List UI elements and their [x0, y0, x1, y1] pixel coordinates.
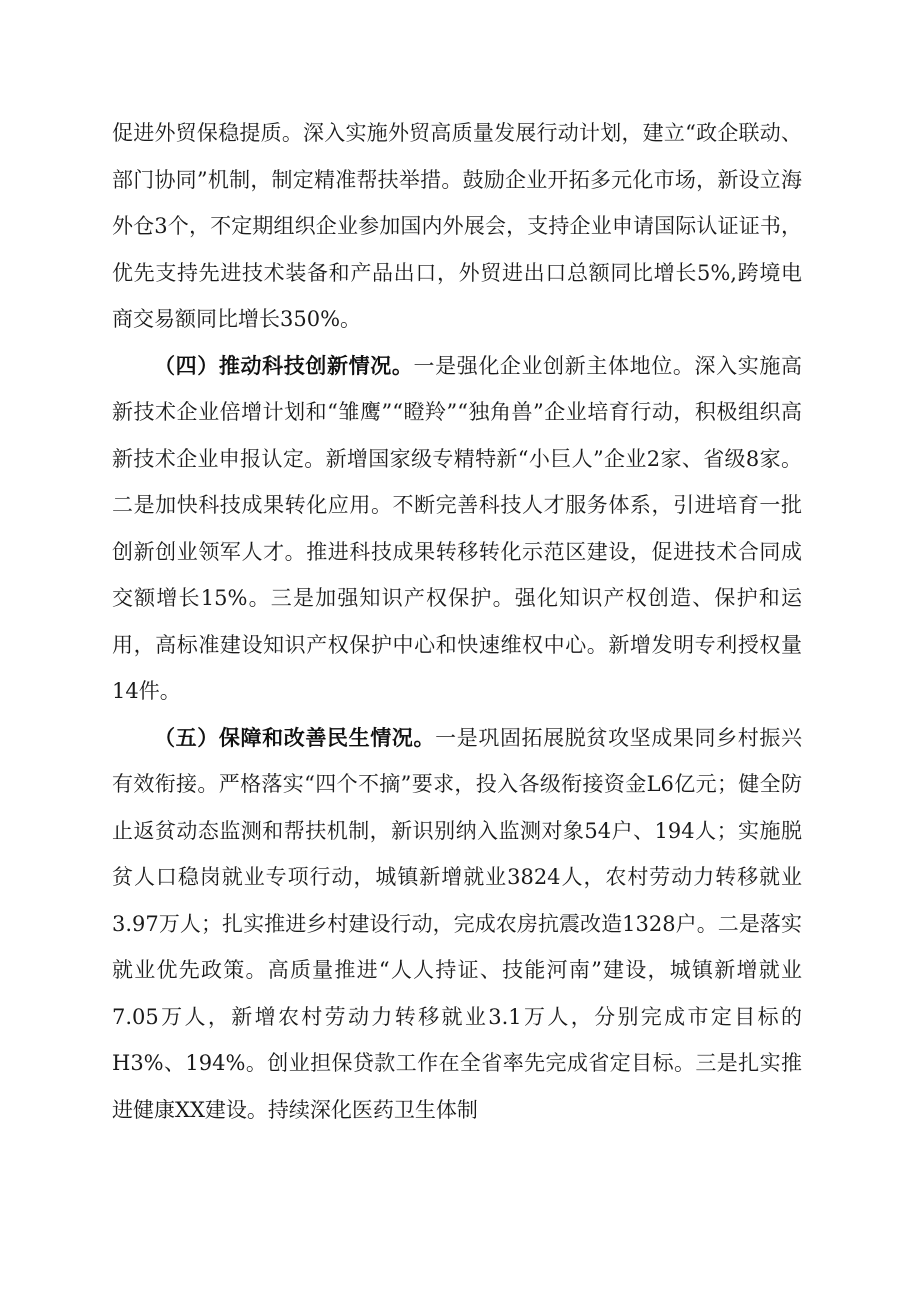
paragraph-text: 一是强化企业创新主体地位。深入实施高新技术企业倍增计划和“雏鹰”“瞪羚”“独角兽”企业培育行动，积极组织高新技术企业申报认定。新增国家级专精特新“小巨人”企业2家、省级8家。二是加快科技成果转化应用。不断完善科技人才服务体系，引进培育一批创新创业领军人才。推进科技成果转移转化示范区建设，促进技术合同成交额增长15%。三是加强知识产权保护。强化知识产权创造、保护和运用，高标准建设知识产权保护中心和快速维权中心。新增发明专利授权量14件。	[112, 353, 803, 703]
paragraph-livelihood	[112, 715, 802, 1134]
document-body	[112, 110, 802, 1133]
section-heading-livelihood: （五）保障和改善民生情况。	[154, 725, 436, 750]
paragraph-text: 一是巩固拓展脱贫攻坚成果同乡村振兴有效衔接。严格落实“四个不摘”要求，投入各级衔接资金L6亿元；健全防止返贫动态监测和帮扶机制，新识别纳入监测对象54户、194人；实施脱贫人口稳岗就业专项行动，城镇新增就业3824人，农村劳动力转移就业3.97万人；扎实推进乡村建设行动，完成农房抗震改造1328户。二是落实就业优先政策。高质量推进“人人持证、技能河南”建设，城镇新增就业7.05万人，新增农村劳动力转移就业3.1万人，分别完成市定目标的H3%、194%。创业担保贷款工作在全省率先完成省定目标。三是扎实推进健康XX建设。持续深化医药卫生体制	[112, 725, 803, 1122]
paragraph-tech-innovation	[112, 343, 802, 715]
section-heading-tech-innovation: （四）推动科技创新情况。	[154, 353, 414, 378]
paragraph-text: 促进外贸保稳提质。深入实施外贸高质量发展行动计划，建立“政企联动、部门协同”机制，制定精准帮扶举措。鼓励企业开拓多元化市场，新设立海外仓3个，不定期组织企业参加国内外展会，支持企业申请国际认证证书，优先支持先进技术装备和产品出口，外贸进出口总额同比增长5%,跨境电商交易额同比增长350%。	[112, 121, 802, 331]
paragraph-foreign-trade	[112, 110, 802, 343]
